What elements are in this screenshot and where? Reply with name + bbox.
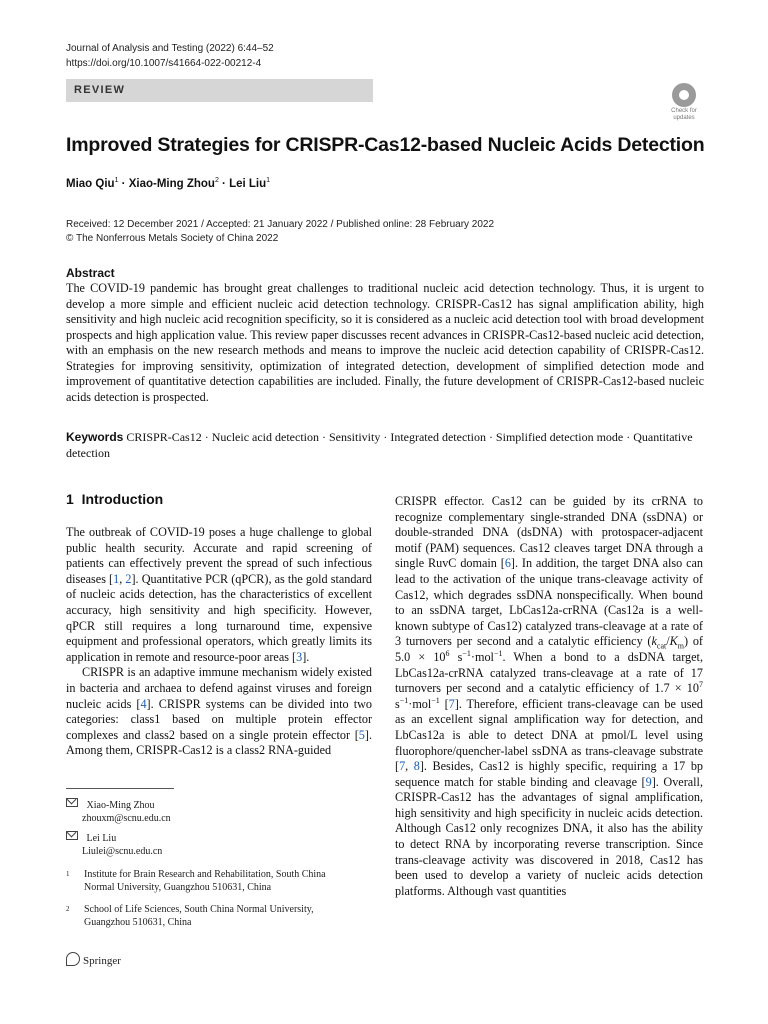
citation-link[interactable]: 1 (113, 571, 120, 586)
affiliation-line: School of Life Sciences, South China Normal University, (84, 904, 314, 915)
affiliation-number: 1 (66, 870, 70, 878)
keywords (66, 430, 706, 461)
paper-title: Improved Strategies for CRISPR-Cas12-based Nucleic Acids Detection (66, 134, 705, 156)
citation-link[interactable]: 3 (296, 649, 303, 664)
citation-link[interactable]: 7 (399, 759, 406, 774)
corr-author-name: Lei Liu (86, 833, 117, 844)
author-name[interactable]: Xiao-Ming Zhou (128, 178, 215, 190)
envelope-icon (66, 831, 78, 840)
doi-link[interactable]: https://doi.org/10.1007/s41664-022-00212-4 (66, 58, 262, 69)
publisher-name: Springer (83, 955, 121, 967)
springer-horse-icon (66, 952, 80, 966)
badge-text-line2: updates (673, 115, 695, 121)
citation-link[interactable]: 2 (125, 571, 132, 586)
section-number: 1 (66, 491, 74, 507)
affiliation-line: Institute for Brain Research and Rehabilitation, South China (84, 869, 326, 880)
citation-link[interactable]: 8 (413, 759, 420, 774)
affiliation-2 (66, 903, 376, 929)
corresponding-author-2 (66, 831, 162, 858)
corr-author-email[interactable]: Liulei@scnu.edu.cn (82, 846, 163, 858)
article-type-label: REVIEW (74, 84, 126, 96)
corr-author-email[interactable]: zhouxm@scnu.edu.cn (82, 813, 171, 825)
citation-link[interactable]: 5 (358, 727, 365, 742)
footnote-divider (66, 788, 174, 789)
citation-link[interactable]: 9 (645, 774, 652, 789)
paragraph: The outbreak of COVID-19 poses a huge challenge to global public health security. Accurate and rapid screening of patients can effectively prevent the spread of such infectious diseases [1, 2]. Quantitative PCR (qPCR), as the gold standard of nucleic acids detection, has the characteristics of excellent accuracy, high sensitivity and high specificity. However, qPCR still requires a long turnaround time, expensive equipment and professional operators, which greatly limits its application in remote and resource-poor areas [3]. (66, 525, 372, 664)
check-updates-icon (672, 83, 696, 107)
keywords-list: CRISPR-Cas12 · Nucleic acid detection · Sensitivity · Integrated detection · Simplified detection mode · Quantitative detection (66, 430, 693, 460)
copyright-line: © The Nonferrous Metals Society of China 2022 (66, 233, 279, 244)
citation-link[interactable]: 6 (504, 556, 511, 571)
author-name[interactable]: Miao Qiu (66, 178, 115, 190)
author-affiliation: 1 (266, 177, 271, 185)
publication-dates (66, 218, 494, 246)
affiliation-line: Normal University, Guangzhou 510631, China (84, 882, 272, 894)
dates-line: Received: 12 December 2021 / Accepted: 21 January 2022 / Published online: 28 February 2022 (66, 219, 495, 230)
abstract-heading: Abstract (66, 266, 115, 280)
journal-citation: Journal of Analysis and Testing (2022) 6:44–52 (66, 43, 274, 54)
intro-left-column (66, 525, 372, 759)
corr-author-name: Xiao-Ming Zhou (86, 800, 155, 811)
intro-right-column (395, 494, 703, 899)
abstract-text: The COVID-19 pandemic has brought great challenges to traditional nucleic acid detection technology. Thus, it is urgent to develop a more simple and efficient nucleic acid detection technology. CRISPR-Cas12 has signal amplification ability, high sensitivity and high nucleic acid recognition specificity, so it is considered as a nucleic acid detection tool with broad development prospects and high application value. This review paper discusses recent advances in CRISPR-Cas12-based nucleic acid detection, with an emphasis on the new research methods and means to improve the nucleic acid detection capability of CRISPR-Cas12. Strategies for improving sensitivity, optimization of integrated detection, development of simplified detection mode and improvement of quantitative detection capabilities are included. Finally, the future development of CRISPR-Cas12-based nucleic acids detection is prospected. (66, 281, 704, 404)
keywords-heading: Keywords (66, 430, 124, 444)
section-heading (66, 491, 163, 507)
affiliation-number: 2 (66, 905, 70, 913)
publisher-logo (66, 952, 121, 967)
author-affiliation: 2 (214, 177, 219, 185)
badge-text-line1: Check for (671, 108, 697, 114)
paragraph: CRISPR is an adaptive immune mechanism widely existed in bacteria and archaea to defend against viruses and foreign nucleic acids [4]. CRISPR systems can be divided into two categories: class1 based on multiple protein effector complexes and class2 based on a single protein effector [5]. Among them, CRISPR-Cas12 is a class2 RNA-guided (66, 665, 372, 758)
paragraph: CRISPR effector. Cas12 can be guided by its crRNA to recognize complementary single-stranded DNA (ssDNA) or double-stranded DNA (dsDNA) with protospacer-adjacent motif (PAM) sequences. Cas12 cleaves target DNA through a single RuvC domain [6]. In addition, the target DNA also can lead to the activation of the unique trans-cleavage activity of Cas12, which degrades ssDNA nonspecifically. When bound to an ssDNA target, LbCas12a-crRNA (Cas12a is a well-known subtype of Cas12) catalyzed trans-cleavage at a rate of 3 turnovers per second and a catalytic efficiency $(k_{cat}/K_m)$ of $5.0 \times 10^6$ $s^{-1}\cdot mol^{-1}$. When a bond to a dsDNA target, LbCas12a-crRNA catalyzed trans-cleavage at a rate of 17 turnovers per second and a catalytic efficiency of $1.7 \times 10^7$ $s^{-1}\cdot mol^{-1}$ [7]. Therefore, efficient trans-cleavage can be used as an excellent signal amplification way for detection, and LbCas12a is able to detect DNA at pmol/L level using fluorophore/quencher-label ssDNA as trans-cleavage substrate [7, 8]. Besides, Cas12 is highly specific, requiring a 17 bp sequence match for stable binding and cleavage [9]. Overall, CRISPR-Cas12 has the advantages of signal amplification, high sensitivity and high specificity in nucleic acids detection. Although Cas12 only recognizes DNA, it also has the ability to detect RNA by incorporating reverse transcription. Since trans-cleavage activity was discovered in 2018, Cas12 has been used to develop a variety of nucleic acids detection platforms. Although vast quantities (395, 494, 704, 898)
citation-link[interactable]: 7 (448, 696, 455, 711)
author-list: Miao Qiu$^1$ · Xiao-Ming Zhou$^2$ · Lei Liu$^1$ (66, 177, 271, 190)
author-affiliation: 1 (114, 177, 119, 185)
check-for-updates-badge[interactable] (664, 83, 704, 125)
author-name[interactable]: Lei Liu (229, 178, 267, 190)
section-title: Introduction (81, 491, 164, 507)
corresponding-author-1 (66, 798, 171, 825)
affiliation-1 (66, 868, 376, 894)
journal-header (66, 41, 274, 71)
citation-link[interactable]: 4 (140, 696, 147, 711)
envelope-icon (66, 798, 78, 807)
affiliation-line: Guangzhou 510631, China (84, 917, 192, 929)
